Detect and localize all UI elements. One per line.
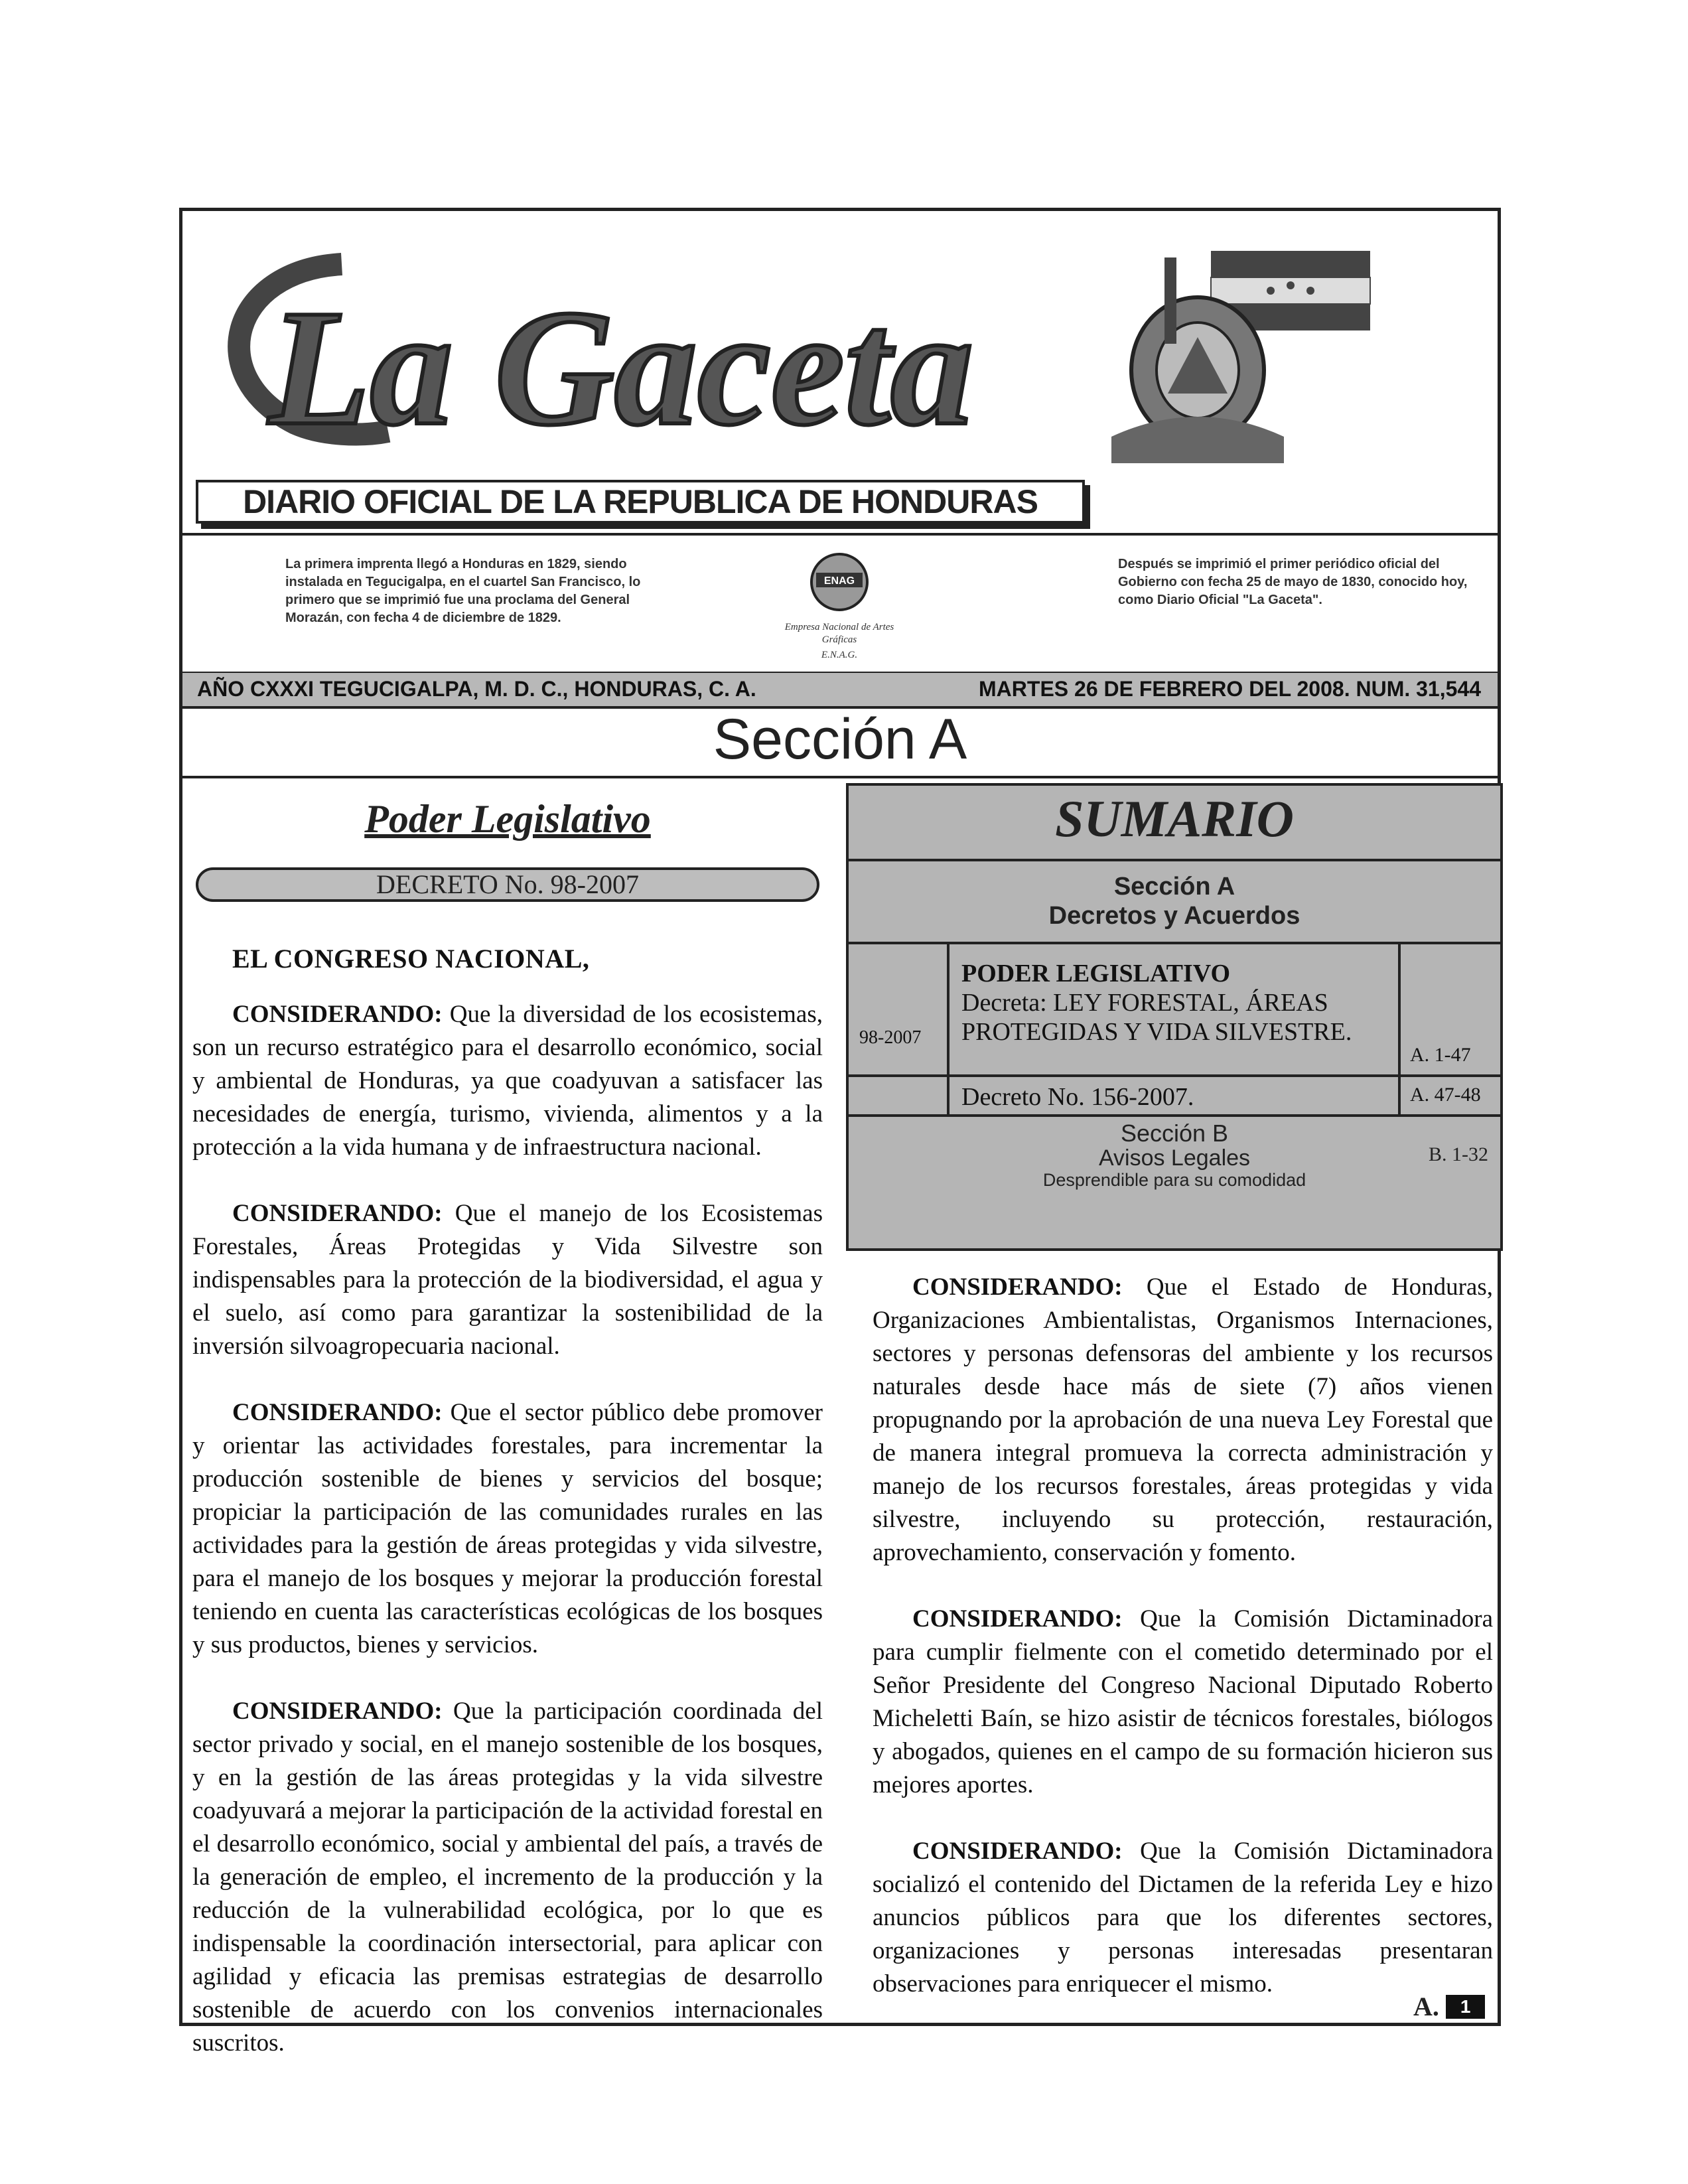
page-label: A. [1413, 1992, 1439, 2021]
decree-description: Decreto No. 156-2007. [950, 1077, 1401, 1114]
year-location: AÑO CXXXI TEGUCIGALPA, M. D. C., HONDURAS, C. A. [197, 677, 756, 701]
date-issue-number: MARTES 26 DE FEBRERO DEL 2008. NUM. 31,544 [979, 677, 1481, 701]
sumario-row [849, 1077, 1500, 1117]
history-text-left: La primera imprenta llegó a Honduras en 1829, siendo instalada en Tegucigalpa, en el cuartel San Francisco, lo primero que se imprimió fue una proclama del General Morazán, con fecha 4 de diciembre de 1829. [285, 557, 641, 625]
sumario-section-a: Sección A Decretos y Acuerdos [849, 861, 1500, 944]
considerando-paragraph: CONSIDERANDO: Que el Estado de Honduras, Organizaciones Ambientalistas, Organismos Internaciones, sectores y personas defensoras del ambiente y los recursos naturales desde hace más de siete (7) años vienen propugnando por la aprobación de una nueva Ley Forestal que de manera integral promueva la correcta administración y manejo de los recursos forestales, áreas protegidas y vida silvestre, incluyendo su protección, restauración, aprovechamiento, conservación y fomento. [873, 1274, 1493, 1566]
info-strip [182, 536, 1498, 674]
considerando-paragraph: CONSIDERANDO: Que la Comisión Dictaminadora para cumplir fielmente con el cometido determinado por el Señor Presidente del Congreso Nacional Diputado Roberto Micheletti Baín, se hizo asistir de técnicos forestales, biólogos y abogados, quienes en el campo de su formación hicieron sus mejores aportes. [873, 1605, 1493, 1798]
considerando-paragraph: CONSIDERANDO: Que la Comisión Dictaminadora socializó el contenido del Dictamen de la referida Ley e hizo anuncios públicos para que los diferentes sectores, organizaciones y personas interesadas presentaran observaciones para enriquecer el mismo. [873, 1838, 1493, 1998]
decree-number [849, 1077, 950, 1114]
considerando-paragraph: CONSIDERANDO: Que la participación coordinada del sector privado y social, en el manejo sostenible de los bosques, y en la gestión de las áreas protegidas y la vida silvestre coadyuvará a mejorar la participación de la actividad forestal en el desarrollo económico, social y ambiental del país, a través de la generación de empleo, el incremento de la producción y la reducción de la vulnerabilidad ecológica, por lo que es indispensable la coordinación intersectorial, para aplicar con agilidad y eficacia las premisas estrategias de desarrollo sostenible de acuerdo con los convenios internacionales suscritos. [192, 1698, 823, 2057]
history-text-right: Después se imprimió el primer periódico oficial del Gobierno con fecha 25 de mayo de 1830, conocido hoy, como Diario Oficial "La Gaceta". [1118, 557, 1468, 607]
poder-legislativo-heading: Poder Legislativo [364, 797, 651, 841]
page-range: A. 47-48 [1410, 1084, 1481, 1106]
right-text [873, 1271, 1493, 2001]
subtitle: DIARIO OFICIAL DE LA REPUBLICA DE HONDURAS [243, 483, 1038, 520]
decree-number: 98-2007 [849, 944, 950, 1074]
coat-of-arms-icon [1098, 238, 1390, 483]
page-range: A. 1-47 [1410, 1044, 1471, 1066]
decree-description: PODER LEGISLATIVO Decreta: LEY FORESTAL, ÁREAS PROTEGIDAS Y VIDA SILVESTRE. [950, 944, 1401, 1074]
page-number: 1 [1446, 1995, 1486, 2019]
sumario-box [846, 783, 1503, 1251]
considerando-paragraph: CONSIDERANDO: Que la diversidad de los ecosistemas, son un recurso estratégico para el desarrollo económico, social y ambiental de Honduras, ya que coadyuvan a satisfacer las necesidades de energía, turismo, vivienda, alimentos y a la protección a la vida humana y de infraestructura nacional. [192, 1001, 823, 1161]
logo-text: La Gaceta [269, 276, 974, 460]
considerando-paragraph: CONSIDERANDO: Que el manejo de los Ecosistemas Forestales, Áreas Protegidas y Vida Silvestre son indispensables para la protección de la biodiversidad, el agua y el suelo, así como para garantizar la sostenibilidad de la inversión silvoagropecuaria nacional. [192, 1200, 823, 1360]
congreso-heading: EL CONGRESO NACIONAL, [232, 944, 590, 974]
enag-logo [773, 549, 906, 662]
enag-badge-text: ENAG [823, 575, 855, 587]
section-title: Sección A [182, 706, 1498, 778]
decreto-pill: DECRETO No. 98-2007 [196, 867, 819, 902]
considerando-paragraph: CONSIDERANDO: Que el sector público debe promover y orientar las actividades forestales, para incrementar la producción sostenible de bienes y servicios del bosque; propiciar la participación de las comunidades rurales en las actividades para la gestión de áreas protegidas y vida silvestre, para el manejo de los bosques y mejorar la producción forestal teniendo en cuenta las características ecológicas de los bosques y sus productos, bienes y servicios. [192, 1399, 823, 1658]
enag-caption-short: E.N.A.G. [821, 650, 858, 660]
page-range: B. 1-32 [1429, 1143, 1488, 1165]
date-bar [182, 673, 1498, 709]
sumario-section-b: Sección B Avisos Legales Desprendible para su comodidad B. 1-32 [1042, 1120, 1488, 1190]
sumario-title: SUMARIO [849, 786, 1500, 861]
sumario-row [849, 944, 1500, 1077]
la-gaceta-logo [189, 224, 1052, 476]
subtitle-box [196, 480, 1085, 524]
enag-emblem-icon [803, 549, 876, 615]
masthead [182, 211, 1498, 536]
left-column [192, 783, 823, 2060]
enag-caption: Empresa Nacional de Artes Gráficas [784, 622, 894, 645]
page-footer [1413, 1991, 1485, 2022]
